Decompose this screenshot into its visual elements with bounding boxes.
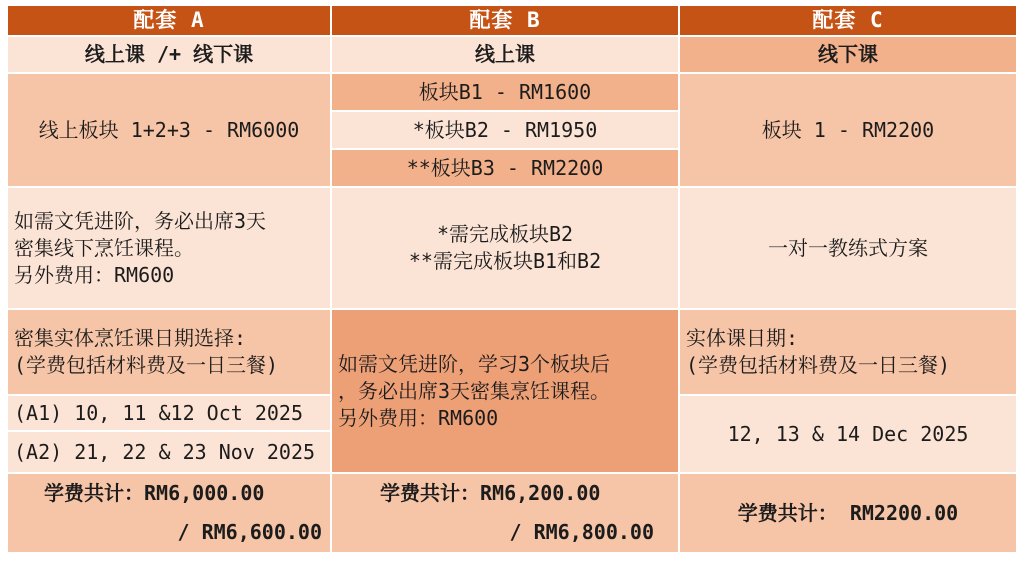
dates-b-line-3: 另外费用：RM600 <box>338 405 499 430</box>
total-package-a <box>8 474 332 554</box>
modules-package-c: 板块 1 - RM2200 <box>680 74 1018 188</box>
dates-a-title-line-1: 密集实体烹饪课日期选择: <box>14 326 247 350</box>
modules-package-a: 线上板块 1+2+3 - RM6000 <box>8 74 332 188</box>
date-option-a2: (A2) 21, 22 & 23 Nov 2025 <box>8 432 332 474</box>
notes-a-line-3: 另外费用：RM600 <box>14 262 175 287</box>
date-package-c: 12, 13 & 14 Dec 2025 <box>680 396 1018 474</box>
date-option-a1: (A1) 10, 11 &12 Oct 2025 <box>8 396 332 432</box>
notes-b-line-1: *需完成板块B2 <box>436 222 574 246</box>
mode-package-c: 线下课 <box>680 37 1018 74</box>
dates-package-b <box>332 310 680 474</box>
header-package-a: 配套 A <box>8 6 332 37</box>
total-b-line-2: / RM6,800.00 <box>509 520 654 544</box>
total-a-line-2: / RM6,600.00 <box>177 520 322 544</box>
dates-b-line-2: ，务必出席3天密集烹饪课程。 <box>338 378 611 403</box>
total-package-c: 学费共计： RM2200.00 <box>680 474 1018 554</box>
dates-c-title-line-1: 实体课日期: <box>686 326 799 350</box>
dates-b-line-1: 如需文凭进阶，学习3个板块后 <box>338 351 611 376</box>
dates-title-package-a <box>8 310 332 396</box>
notes-package-b <box>332 188 680 310</box>
notes-a-line-2: 密集线下烹饪课程。 <box>14 235 194 260</box>
dates-c-title-line-2: (学费包括材料费及一日三餐) <box>686 353 951 377</box>
notes-a-line-1: 如需文凭进阶，务必出席3天 <box>14 208 267 233</box>
module-b2: *板块B2 - RM1950 <box>332 112 680 150</box>
total-b-line-1: 学费共计：RM6,200.00 <box>380 481 601 505</box>
notes-package-a <box>8 188 332 310</box>
header-package-b: 配套 B <box>332 6 680 37</box>
mode-package-b: 线上课 <box>332 37 680 74</box>
package-comparison-table <box>8 6 1018 554</box>
total-a-line-1: 学费共计：RM6,000.00 <box>44 481 265 505</box>
header-package-c: 配套 C <box>680 6 1018 37</box>
total-package-b <box>332 474 680 554</box>
mode-package-a: 线上课 /+ 线下课 <box>8 37 332 74</box>
dates-title-package-c <box>680 310 1018 396</box>
dates-a-title-line-2: (学费包括材料费及一日三餐) <box>14 353 279 377</box>
notes-package-c: 一对一教练式方案 <box>680 188 1018 310</box>
module-b3: **板块B3 - RM2200 <box>332 150 680 188</box>
notes-b-line-2: **需完成板块B1和B2 <box>408 249 602 273</box>
module-b1: 板块B1 - RM1600 <box>332 74 680 112</box>
